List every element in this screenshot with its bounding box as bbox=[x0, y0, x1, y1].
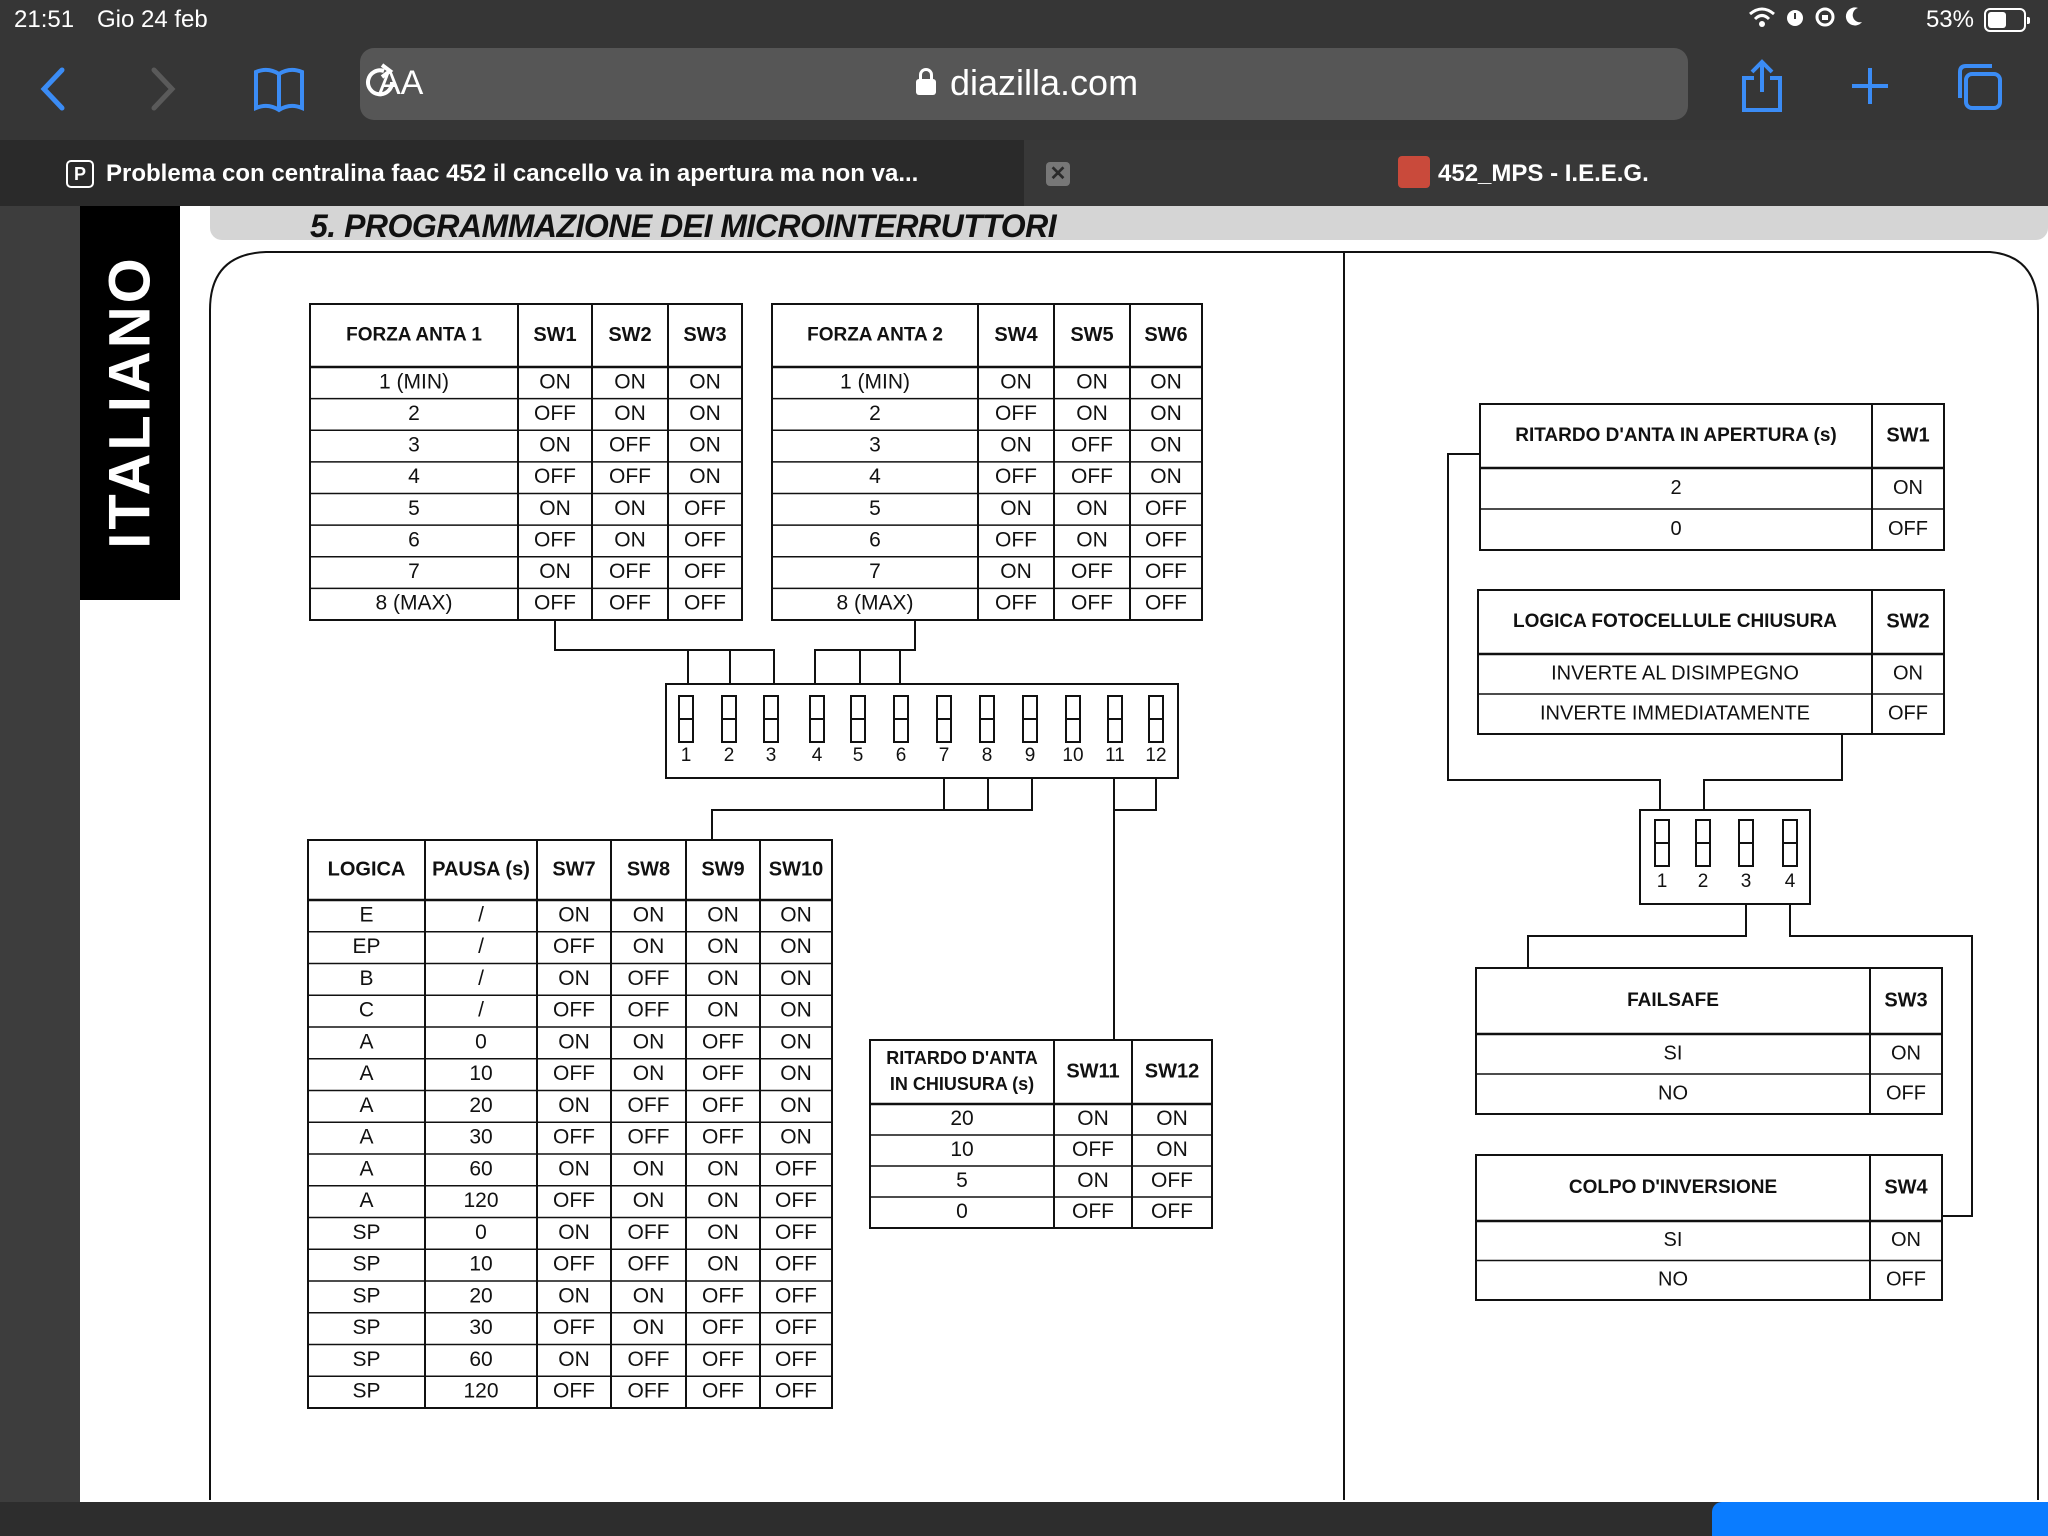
table-cell-text: ON bbox=[780, 966, 812, 990]
table-cell-text: / bbox=[478, 903, 484, 927]
table-cell-text: OFF bbox=[1145, 496, 1187, 520]
connector-line bbox=[1528, 904, 1746, 968]
table-cell-text: SP bbox=[352, 1284, 381, 1308]
table-cell-text: FAILSAFE bbox=[1627, 990, 1719, 1012]
table-cell-text: OFF bbox=[627, 1379, 670, 1403]
connector-line bbox=[1790, 904, 1972, 1216]
table-cell-text: OFF bbox=[684, 496, 726, 520]
table-cell-text: OFF bbox=[627, 1125, 670, 1149]
table-cell-text: OFF bbox=[702, 1030, 744, 1054]
tab-bar bbox=[0, 140, 2048, 206]
table-cell-text: B bbox=[359, 966, 374, 990]
table-cell-text: ON bbox=[780, 1093, 812, 1117]
table-cell-text: ON bbox=[558, 1347, 590, 1371]
table-cell-text: OFF bbox=[775, 1347, 817, 1371]
table-cell-text: 20 bbox=[469, 1093, 493, 1117]
table-cell-text: ON bbox=[632, 903, 665, 927]
table-cell-text: ON bbox=[780, 1125, 812, 1149]
table-cell-text: 0 bbox=[956, 1200, 968, 1224]
table-cell-text: SW7 bbox=[552, 858, 596, 881]
table-cell-text: OFF bbox=[553, 1125, 595, 1149]
page-content[interactable] bbox=[0, 206, 2048, 1502]
table-cell-text: ON bbox=[558, 966, 590, 990]
table-cell-text: SW8 bbox=[626, 858, 671, 881]
table-cell-text: C bbox=[358, 998, 375, 1022]
table-cell-text: / bbox=[478, 966, 484, 990]
table-cell-text: 1 bbox=[680, 745, 692, 767]
table-cell-text: 3 bbox=[408, 433, 420, 457]
table-cell-text: ON bbox=[539, 496, 571, 520]
share-icon[interactable] bbox=[1740, 58, 1784, 114]
table-cell-text: ON bbox=[707, 935, 739, 959]
table-cell-text: SP bbox=[352, 1379, 381, 1403]
section-title: 5. PROGRAMMAZIONE DEI MICROINTERRUTTORI bbox=[310, 208, 1057, 244]
table-cell-text: 4 bbox=[869, 465, 881, 489]
table-cell-text: 10 bbox=[469, 1062, 493, 1086]
table-cell-text: ON bbox=[1156, 1138, 1188, 1162]
table-cell-text: 2 bbox=[1670, 476, 1682, 499]
table-cell-text: IN CHIUSURA (s) bbox=[889, 1073, 1035, 1094]
reader-mode-button[interactable]: AA bbox=[378, 64, 424, 102]
table-cell-text: 10 bbox=[950, 1138, 974, 1162]
table-cell-text: OFF bbox=[1151, 1200, 1193, 1224]
table-cell-text: OFF bbox=[775, 1189, 817, 1213]
table-cell-text: SW5 bbox=[1070, 323, 1114, 346]
table-cell-text: / bbox=[478, 998, 484, 1022]
table-cell-text: EP bbox=[352, 935, 381, 959]
table-cell-text: SP bbox=[352, 1347, 381, 1371]
table-cell-text: OFF bbox=[553, 1252, 595, 1276]
connector-line bbox=[1114, 778, 1156, 1040]
table-cell-text: SP bbox=[352, 1316, 381, 1340]
table-cell-text: SP bbox=[352, 1220, 381, 1244]
table-cell-text: OFF bbox=[775, 1220, 817, 1244]
table-cell-text: ON bbox=[558, 1220, 590, 1244]
table-cell-text: 120 bbox=[463, 1379, 499, 1403]
table-cell-text: INVERTE IMMEDIATAMENTE bbox=[1539, 702, 1811, 725]
tab-inactive[interactable] bbox=[1024, 140, 2048, 206]
table-cell-text: SW1 bbox=[1886, 424, 1930, 447]
table-cell-text: OFF bbox=[702, 1062, 744, 1086]
table-cell-text: 4 bbox=[811, 745, 823, 767]
table-cell-text: ON bbox=[707, 903, 739, 927]
table-cell-text: OFF bbox=[995, 465, 1037, 489]
table-cell-text: OFF bbox=[995, 401, 1037, 425]
dock-blue-button[interactable] bbox=[1712, 1502, 2048, 1536]
table-cell-text: OFF bbox=[775, 1252, 817, 1276]
table-cell-text: 2 bbox=[408, 401, 420, 425]
table-cell-text: ON bbox=[780, 998, 812, 1022]
table-cell-text: A bbox=[359, 1093, 374, 1117]
forward-icon[interactable] bbox=[142, 64, 182, 114]
table-cell-text: 7 bbox=[408, 560, 420, 584]
table-cell-text: OFF bbox=[702, 1347, 744, 1371]
table-cell-text: COLPO D'INVERSIONE bbox=[1568, 1177, 1778, 1199]
table-cell-text: ON bbox=[539, 370, 571, 394]
table-cell-text: OFF bbox=[1145, 560, 1187, 584]
table-cell-text: OFF bbox=[1888, 517, 1928, 540]
table-cell-text: ON bbox=[780, 1030, 812, 1054]
table-cell-text: ON bbox=[1893, 476, 1923, 499]
back-icon[interactable] bbox=[34, 64, 74, 114]
tab-title: Problema con centralina faac 452 il cancello va in apertura ma non va... bbox=[106, 160, 919, 187]
table-cell-text: SW12 bbox=[1144, 1060, 1200, 1083]
table-cell-text: OFF bbox=[627, 966, 670, 990]
status-date: Gio 24 feb bbox=[97, 6, 208, 33]
table-cell-text: ON bbox=[632, 935, 665, 959]
table-cell-text: 10 bbox=[469, 1252, 493, 1276]
table-cell-text: ON bbox=[1000, 496, 1032, 520]
table-cell-text: ON bbox=[1150, 433, 1182, 457]
table-cell-text: 8 (MAX) bbox=[836, 591, 914, 615]
table-cell-text: SW6 bbox=[1144, 323, 1188, 346]
table-cell-text: OFF bbox=[627, 1093, 670, 1117]
table-cell-text: ON bbox=[539, 560, 571, 584]
pdf-document bbox=[80, 206, 2048, 1502]
new-tab-icon[interactable] bbox=[1848, 64, 1892, 108]
table-cell-text: OFF bbox=[534, 528, 576, 552]
table-cell-text: 2 bbox=[1697, 871, 1709, 893]
table-cell-text: RITARDO D'ANTA IN APERTURA (s) bbox=[1515, 425, 1837, 447]
url-domain: diazilla.com bbox=[950, 62, 1139, 103]
table-cell-text: OFF bbox=[1145, 591, 1187, 615]
battery-icon bbox=[1984, 8, 2026, 32]
table-cell-text: 3 bbox=[1740, 871, 1752, 893]
table-cell-text: SW4 bbox=[994, 323, 1038, 346]
table-cell-text: OFF bbox=[627, 1252, 670, 1276]
table-cell-text: LOGICA FOTOCELLULE CHIUSURA bbox=[1512, 611, 1838, 633]
lock-icon bbox=[916, 68, 936, 94]
table-cell-text: ON bbox=[707, 998, 739, 1022]
table-cell-text: 6 bbox=[869, 528, 881, 552]
table-cell-text: ON bbox=[780, 1062, 812, 1086]
table-cell-text: 6 bbox=[895, 745, 907, 767]
table-cell-text: ON bbox=[614, 496, 646, 520]
table-cell-text: ON bbox=[707, 1220, 739, 1244]
table-cell-text: 7 bbox=[938, 745, 950, 767]
table-cell-text: FORZA ANTA 1 bbox=[346, 324, 482, 346]
table-cell-text: OFF bbox=[609, 433, 651, 457]
table-cell-text: OFF bbox=[1071, 591, 1113, 615]
table-cell-text: NO bbox=[1658, 1082, 1688, 1105]
table-cell-text: SW11 bbox=[1066, 1060, 1120, 1083]
table-cell-text: 6 bbox=[408, 528, 420, 552]
table-cell-text: ON bbox=[632, 1030, 665, 1054]
table-cell-text: ON bbox=[558, 1284, 590, 1308]
table-cell-text: OFF bbox=[1072, 1138, 1114, 1162]
table-cell-text: ON bbox=[689, 370, 721, 394]
table-cell-text: OFF bbox=[1071, 433, 1113, 457]
table-cell-text: ON bbox=[632, 1284, 665, 1308]
table-cell-text: / bbox=[478, 935, 484, 959]
table-cell-text: OFF bbox=[1886, 1082, 1926, 1105]
table-cell-text: OFF bbox=[995, 591, 1037, 615]
table-cell-text: OFF bbox=[702, 1379, 744, 1403]
pdf-favicon-icon bbox=[1398, 156, 1430, 188]
table-cell-text: ON bbox=[614, 528, 646, 552]
table-cell-text: ON bbox=[614, 401, 646, 425]
table-cell-text: NO bbox=[1658, 1268, 1688, 1291]
table-cell-text: 4 bbox=[1784, 871, 1796, 893]
bottom-dock bbox=[0, 1502, 2048, 1536]
bookmarks-icon[interactable] bbox=[252, 64, 306, 114]
table-cell-text: SP bbox=[352, 1252, 381, 1276]
table-cell-text: ON bbox=[1891, 1042, 1921, 1065]
table-cell-text: SW10 bbox=[768, 858, 824, 881]
table-cell-text: RITARDO D'ANTA bbox=[886, 1047, 1038, 1068]
table-cell-text: OFF bbox=[995, 528, 1037, 552]
table-cell-text: LOGICA bbox=[327, 858, 406, 881]
table-cell-text: ON bbox=[1077, 1169, 1109, 1193]
table-cell-text: ON bbox=[780, 935, 812, 959]
table-cell-text: 8 (MAX) bbox=[375, 591, 453, 615]
table-cell-text: OFF bbox=[775, 1157, 817, 1181]
table-cell-text: 60 bbox=[469, 1347, 493, 1371]
table-cell-text: 5 bbox=[408, 496, 420, 520]
table-cell-text: OFF bbox=[627, 998, 670, 1022]
table-cell-text: 1 (MIN) bbox=[840, 370, 910, 394]
table-cell-text: ON bbox=[632, 1157, 665, 1181]
table-cell-text: SW3 bbox=[683, 323, 727, 346]
table-cell-text: A bbox=[359, 1157, 374, 1181]
table-cell-text: OFF bbox=[534, 591, 576, 615]
reload-icon[interactable] bbox=[360, 62, 400, 102]
table-cell-text: OFF bbox=[1886, 1268, 1926, 1291]
table-cell-text: ON bbox=[1891, 1229, 1921, 1252]
table-cell-text: ON bbox=[707, 966, 739, 990]
table-cell-text: OFF bbox=[702, 1093, 744, 1117]
table-cell-text: 60 bbox=[469, 1157, 493, 1181]
status-bar bbox=[0, 0, 2048, 40]
table-cell-text: ON bbox=[1150, 465, 1182, 489]
table-cell-text: 4 bbox=[408, 465, 420, 489]
table-cell-text: ON bbox=[1076, 370, 1108, 394]
table-cell-text: ON bbox=[689, 433, 721, 457]
table-cell-text: 7 bbox=[869, 560, 881, 584]
table-cell-text: SW2 bbox=[608, 323, 652, 346]
table-cell-text: OFF bbox=[553, 998, 595, 1022]
status-time: 21:51 bbox=[14, 6, 75, 33]
connector-line bbox=[1704, 734, 1842, 810]
table-cell-text: ON bbox=[558, 903, 590, 927]
table-cell-text: SW3 bbox=[1884, 989, 1928, 1012]
table-cell-text: 11 bbox=[1105, 745, 1125, 767]
table-cell-text: 3 bbox=[869, 433, 881, 457]
table-cell-text: SW4 bbox=[1884, 1176, 1928, 1199]
table-cell-text: ON bbox=[1000, 560, 1032, 584]
table-cell-text: OFF bbox=[1151, 1169, 1193, 1193]
status-indicators bbox=[1748, 6, 1864, 28]
table-cell-text: PAUSA (s) bbox=[432, 858, 530, 881]
table-cell-text: OFF bbox=[534, 465, 576, 489]
table-cell-text: ON bbox=[1076, 401, 1108, 425]
table-cell-text: SW1 bbox=[533, 323, 577, 346]
browser-toolbar bbox=[0, 40, 2048, 140]
table-cell-text: ON bbox=[1000, 370, 1032, 394]
table-cell-text: 30 bbox=[469, 1125, 493, 1149]
table-cell-text: 9 bbox=[1024, 745, 1036, 767]
table-cell-text: OFF bbox=[553, 1062, 595, 1086]
table-cell-text: ON bbox=[689, 465, 721, 489]
table-cell-text: ON bbox=[1150, 370, 1182, 394]
table-cell-text: ON bbox=[707, 1157, 739, 1181]
table-cell-text: 1 (MIN) bbox=[379, 370, 449, 394]
table-cell-text: ON bbox=[1077, 1107, 1109, 1131]
table-cell-text: 1 bbox=[1656, 871, 1668, 893]
table-cell-text: ON bbox=[780, 903, 812, 927]
table-cell-text: 0 bbox=[475, 1030, 487, 1054]
table-cell-text: OFF bbox=[1888, 702, 1928, 725]
table-cell-text: SI bbox=[1663, 1229, 1683, 1252]
table-cell-text: OFF bbox=[553, 1316, 595, 1340]
table-cell-text: OFF bbox=[1145, 528, 1187, 552]
table-cell-text: ON bbox=[539, 433, 571, 457]
table-cell-text: INVERTE AL DISIMPEGNO bbox=[1551, 662, 1799, 685]
table-cell-text: A bbox=[359, 1030, 374, 1054]
table-cell-text: 5 bbox=[956, 1169, 968, 1193]
connector-line bbox=[555, 620, 774, 684]
table-cell-text: 2 bbox=[723, 745, 735, 767]
table-cell-text: OFF bbox=[684, 560, 726, 584]
table-cell-text: ON bbox=[1076, 496, 1108, 520]
dip-switch-diagram bbox=[80, 206, 2048, 1502]
pdf-toolbar-strip bbox=[0, 1502, 1712, 1536]
table-cell-text: ON bbox=[1893, 662, 1923, 685]
table-cell-text: OFF bbox=[534, 401, 576, 425]
table-cell-text: A bbox=[359, 1125, 374, 1149]
table-cell-text: E bbox=[359, 903, 374, 927]
tab-title: 452_MPS - I.E.E.G. bbox=[1438, 160, 1649, 187]
table-cell-text: SI bbox=[1663, 1042, 1683, 1065]
table-cell-text: OFF bbox=[627, 1347, 670, 1371]
table-cell-text: 5 bbox=[852, 745, 864, 767]
table-cell-text: OFF bbox=[609, 591, 651, 615]
table-cell-text: OFF bbox=[775, 1284, 817, 1308]
table-cell-text: A bbox=[359, 1062, 374, 1086]
battery-percentage: 53% bbox=[1925, 6, 1974, 33]
dip-switch-ds1 bbox=[666, 684, 1178, 778]
table-cell-text: OFF bbox=[627, 1220, 670, 1244]
table-cell-text: OFF bbox=[702, 1284, 744, 1308]
table-cell-text: OFF bbox=[609, 465, 651, 489]
table-cell-text: OFF bbox=[684, 528, 726, 552]
table-cell-text: OFF bbox=[553, 1189, 595, 1213]
table-cell-text: OFF bbox=[775, 1316, 817, 1340]
tabs-overview-icon[interactable] bbox=[1954, 62, 2004, 112]
table-cell-text: A bbox=[359, 1189, 374, 1213]
table-cell-text: ON bbox=[689, 401, 721, 425]
table-cell-text: ON bbox=[707, 1189, 739, 1213]
alarm-icon bbox=[1784, 6, 1806, 28]
language-label: ITALIANO bbox=[97, 255, 163, 549]
table-cell-text: ON bbox=[1156, 1107, 1188, 1131]
table-cell-text: OFF bbox=[609, 560, 651, 584]
table-cell-text: ON bbox=[558, 1157, 590, 1181]
table-cell-text: 120 bbox=[463, 1189, 499, 1213]
table-cell-text: OFF bbox=[702, 1125, 744, 1149]
table-cell-text: ON bbox=[1000, 433, 1032, 457]
table-cell-text: 8 bbox=[981, 745, 993, 767]
table-cell-text: OFF bbox=[1072, 1200, 1114, 1224]
table-cell-text: ON bbox=[558, 1030, 590, 1054]
table-cell-text: ON bbox=[558, 1093, 590, 1117]
table-cell-text: OFF bbox=[1071, 560, 1113, 584]
table-cell-text: ON bbox=[632, 1316, 665, 1340]
table-cell-text: 20 bbox=[469, 1284, 493, 1308]
table-cell-text: 10 bbox=[1062, 745, 1084, 767]
table-cell-text: ON bbox=[632, 1062, 665, 1086]
table-cell-text: OFF bbox=[684, 591, 726, 615]
table-cell-text: OFF bbox=[553, 1379, 595, 1403]
table-cell-text: ON bbox=[1150, 401, 1182, 425]
moon-icon bbox=[1844, 6, 1864, 28]
table-cell-text: ON bbox=[614, 370, 646, 394]
table-cell-text: OFF bbox=[702, 1316, 744, 1340]
table-cell-text: 2 bbox=[869, 401, 881, 425]
wifi-icon bbox=[1748, 6, 1776, 28]
table-cell-text: ON bbox=[707, 1252, 739, 1276]
table-cell-text: 12 bbox=[1145, 745, 1167, 767]
rotation-lock-icon bbox=[1814, 6, 1836, 28]
table-cell-text: OFF bbox=[775, 1379, 817, 1403]
table-cell-text: 0 bbox=[1670, 517, 1682, 540]
table-cell-text: OFF bbox=[553, 935, 595, 959]
table-cell-text: SW9 bbox=[701, 858, 745, 881]
table-cell-text: ON bbox=[632, 1189, 665, 1213]
table-cell-text: 30 bbox=[469, 1316, 493, 1340]
table-cell-text: 20 bbox=[950, 1107, 974, 1131]
table-cell-text: ON bbox=[1076, 528, 1108, 552]
table-cell-text: 0 bbox=[475, 1220, 487, 1244]
close-tab-icon[interactable]: ✕ bbox=[1046, 162, 1070, 186]
tab-active[interactable] bbox=[0, 140, 1024, 206]
tab-favicon: P bbox=[66, 160, 94, 188]
address-bar[interactable] bbox=[360, 48, 1688, 120]
table-cell-text: SW2 bbox=[1886, 610, 1930, 633]
table-cell-text: FORZA ANTA 2 bbox=[807, 324, 943, 346]
table-cell-text: 3 bbox=[765, 745, 777, 767]
table-cell-text: 5 bbox=[869, 496, 881, 520]
table-cell-text: OFF bbox=[1071, 465, 1113, 489]
